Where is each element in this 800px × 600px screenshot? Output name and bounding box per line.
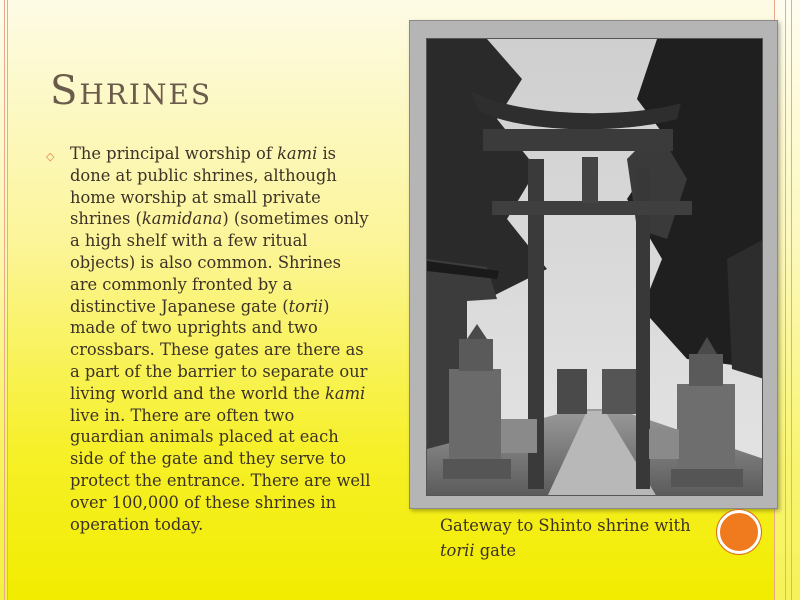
body-text-line	[70, 143, 420, 165]
body-text-segment: objects) is also common. Shrines	[70, 252, 341, 272]
body-text-segment: a part of the barrier to separate our	[70, 361, 368, 381]
body-text-line	[70, 274, 420, 296]
body-text-italic-term: kami	[277, 144, 318, 163]
body-text-segment: live in. There are often two	[70, 405, 295, 425]
body-text-line	[70, 230, 420, 252]
torii-gate-illustration	[427, 39, 763, 496]
body-text-segment: guardian animals placed at each	[70, 427, 339, 447]
body-text-segment: made of two uprights and two	[70, 318, 318, 338]
slide-title: Shrines	[50, 68, 213, 114]
slide-body-text	[70, 143, 420, 535]
body-text-line	[70, 448, 420, 470]
body-text-line	[70, 165, 420, 187]
body-text-segment: a high shelf with a few ritual	[70, 231, 308, 251]
body-text-line	[70, 514, 420, 536]
orange-circle-decoration	[717, 510, 761, 554]
body-text-segment: are commonly fronted by a	[70, 274, 293, 294]
body-text-segment: shrines (	[70, 209, 142, 229]
caption-line-2-rest: gate	[474, 541, 517, 560]
body-text-segment: over 100,000 of these shrines in	[70, 492, 337, 512]
left-frame-border	[0, 0, 8, 600]
body-text-line	[70, 405, 420, 427]
body-text-line	[70, 361, 420, 383]
body-text-line	[70, 296, 420, 318]
body-text-segment: crossbars. These gates are there as	[70, 340, 364, 360]
body-text-line	[70, 383, 420, 405]
body-text-segment: home worship at small private	[70, 187, 321, 207]
caption-torii-italic: torii	[440, 541, 475, 560]
body-text-segment: living world and the world the	[70, 383, 326, 403]
body-text-segment: side of the gate and they serve to	[70, 449, 347, 469]
hollow-diamond-bullet-icon: ◇	[46, 150, 55, 163]
body-text-segment: protect the entrance. There are well	[70, 470, 371, 490]
body-text-line	[70, 252, 420, 274]
body-text-line	[70, 470, 420, 492]
body-text-italic-term: torii	[288, 296, 324, 316]
photo-frame	[409, 20, 778, 509]
torii-gate-photo	[426, 38, 763, 496]
body-text-line	[70, 426, 420, 448]
photo-caption	[440, 513, 740, 563]
body-text-line	[70, 208, 420, 230]
body-text-line	[70, 339, 420, 361]
body-text-segment: done at public shrines, although	[70, 165, 337, 185]
body-text-segment: )	[323, 296, 330, 316]
body-text-line	[70, 492, 420, 514]
body-text-segment: is	[317, 144, 337, 163]
body-text-segment: operation today.	[70, 514, 204, 534]
body-text-segment: The principal worship of	[70, 144, 278, 163]
body-text-italic-term: kamidana	[141, 209, 223, 229]
body-text-line	[70, 187, 420, 209]
caption-line-1: Gateway to Shinto shrine with	[440, 516, 691, 535]
body-text-segment: ) (sometimes only	[222, 209, 369, 229]
body-text-line	[70, 317, 420, 339]
body-text-segment: distinctive Japanese gate (	[70, 296, 289, 316]
body-text-italic-term: kami	[325, 383, 366, 403]
